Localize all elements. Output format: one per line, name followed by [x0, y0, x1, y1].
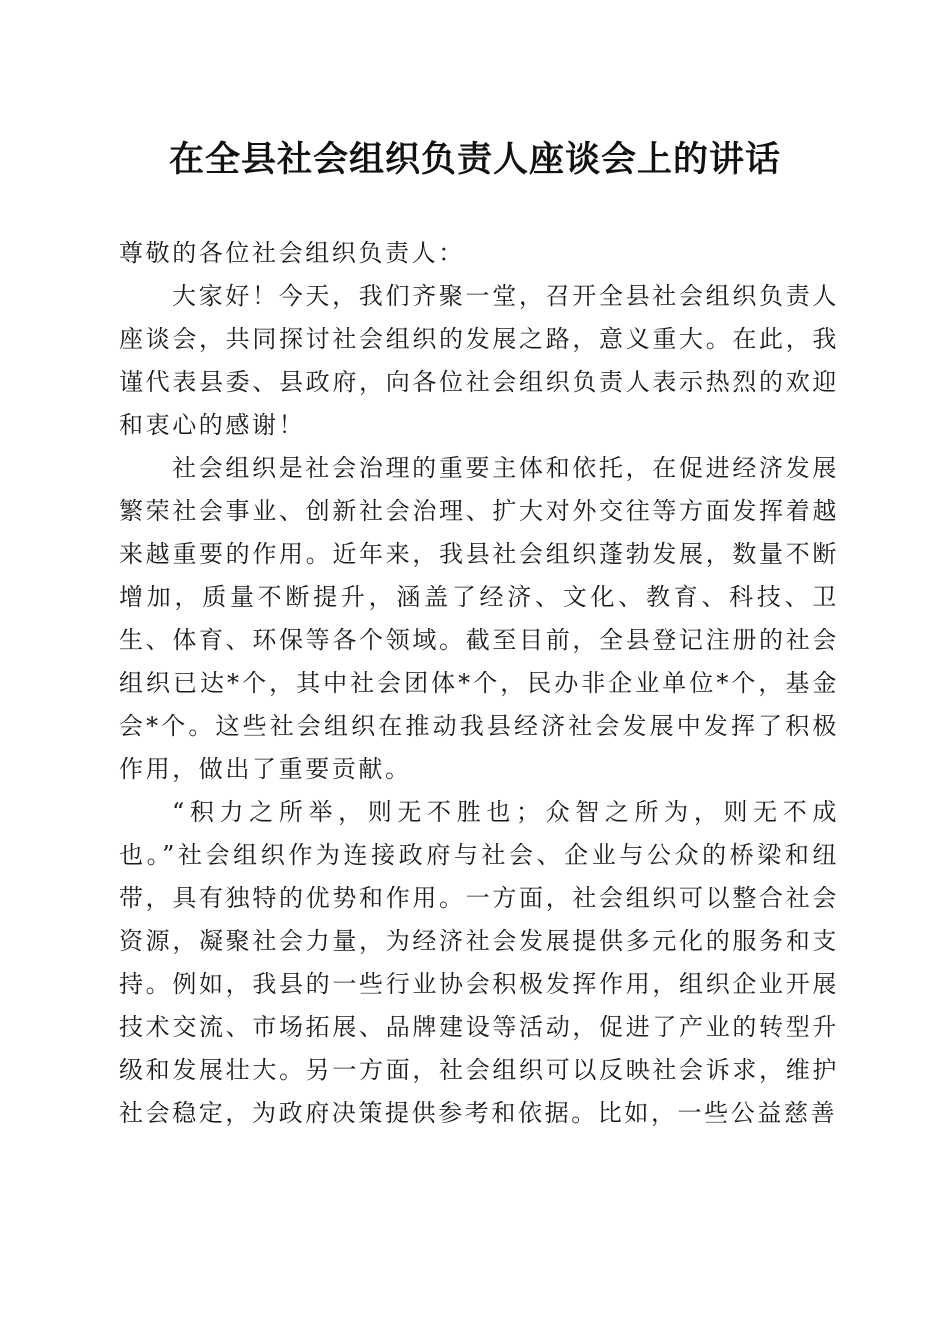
document-body	[119, 232, 839, 1135]
paragraph-role-of-organizations: 社会组织是社会治理的重要主体和依托，在促进经济发展繁荣社会事业、创新社会治理、扩大对外交往等方面发挥着越来越重要的作用。近年来，我县社会组织蓬勃发展，数量不断增加，质量不断提升，涵盖了经济、文化、教育、科技、卫生、体育、环保等各个领域。截至目前，全县登记注册的社会组织已达*个，其中社会团体*个，民办非企业单位*个，基金会*个。这些社会组织在推动我县经济社会发展中发挥了积极作用，做出了重要贡献。	[119, 454, 839, 783]
document-title: 在全县社会组织负责人座谈会上的讲话	[168, 139, 781, 180]
paragraph-welcome: 大家好！今天，我们齐聚一堂，召开全县社会组织负责人座谈会，共同探讨社会组织的发展之路，意义重大。在此，我谨代表县委、县政府，向各位社会组织负责人表示热烈的欢迎和衷心的感谢！	[119, 282, 839, 439]
paragraph-bridge-function: “积力之所举，则无不胜也；众智之所为，则无不成也。”社会组织作为连接政府与社会、企业与公众的桥梁和纽带，具有独特的优势和作用。一方面，社会组织可以整合社会资源，凝聚社会力量，为经济社会发展提供多元化的服务和支持。例如，我县的一些行业协会积极发挥作用，组织企业开展技术交流、市场拓展、品牌建设等活动，促进了产业的转型升级和发展壮大。另一方面，社会组织可以反映社会诉求，维护社会稳定，为政府决策提供参考和依据。比如，一些公益慈善	[119, 798, 839, 1127]
salutation: 尊敬的各位社会组织负责人：	[119, 239, 465, 267]
